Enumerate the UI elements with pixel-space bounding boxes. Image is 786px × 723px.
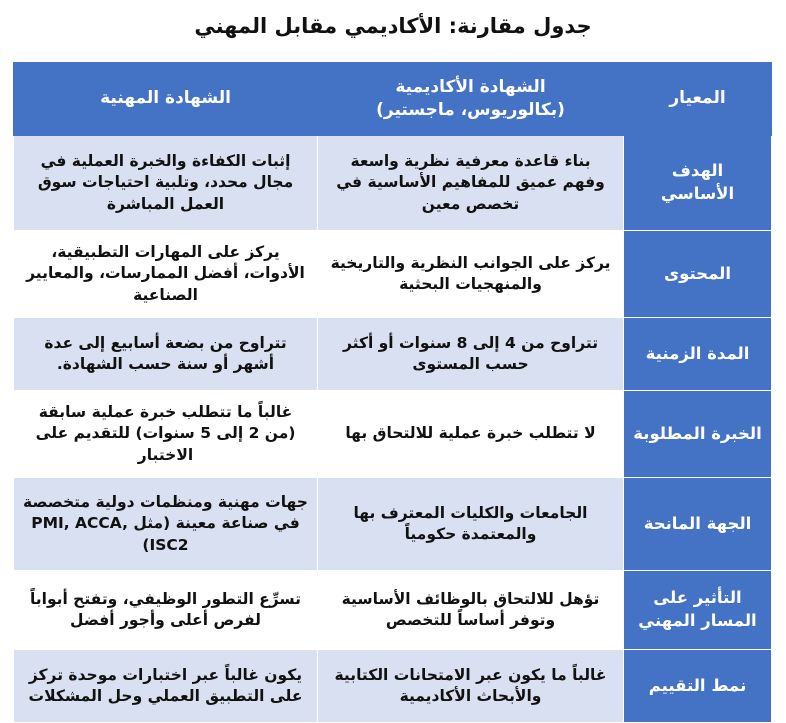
table-header [14,63,772,136]
table-row [14,478,772,571]
row-criterion-label: الخبرة المطلوبة [624,391,772,478]
row-academic-cell: يركز على الجوانب النظرية والتاريخية والمنهجيات البحثية [318,231,624,318]
row-professional-cell: تتراوح من بضعة أسابيع إلى عدة أشهر أو سنة حسب الشهادة. [14,318,318,391]
row-professional-cell: جهات مهنية ومنظمات دولية متخصصة في صناعة معينة (مثل PMI, ACCA, ISC2) [14,478,318,571]
table-row [14,231,772,318]
row-academic-cell: لا تتطلب خبرة عملية للالتحاق بها [318,391,624,478]
table-row [14,391,772,478]
row-academic-cell: تتراوح من 4 إلى 8 سنوات أو أكثر حسب المستوى [318,318,624,391]
column-header-academic [318,63,624,136]
row-academic-cell: غالباً ما يكون عبر الامتحانات الكتابية والأبحاث الأكاديمية [318,650,624,723]
table-row [14,571,772,650]
comparison-table-wrapper [14,62,772,723]
column-header-professional: الشهادة المهنية [14,63,318,136]
row-criterion-label: المحتوى [624,231,772,318]
table-row [14,318,772,391]
table-body [14,136,772,723]
table-header-row [14,63,772,136]
table-row [14,136,772,231]
row-criterion-label: الجهة المانحة [624,478,772,571]
row-professional-cell: يركز على المهارات التطبيقية، الأدوات، أفضل الممارسات، والمعايير الصناعية [14,231,318,318]
row-academic-cell: الجامعات والكليات المعترف بها والمعتمدة حكومياً [318,478,624,571]
row-professional-cell: إثبات الكفاءة والخبرة العملية في مجال محدد، وتلبية احتياجات سوق العمل المباشرة [14,136,318,231]
page-title: جدول مقارنة: الأكاديمي مقابل المهني [194,14,592,38]
row-criterion-label: نمط التقييم [624,650,772,723]
row-criterion-label: المدة الزمنية [624,318,772,391]
row-academic-cell: تؤهل للالتحاق بالوظائف الأساسية وتوفر أساساً للتخصص [318,571,624,650]
row-professional-cell: يكون غالباً عبر اختبارات موحدة تركز على التطبيق العملي وحل المشكلات [14,650,318,723]
row-academic-cell: بناء قاعدة معرفية نظرية واسعة وفهم عميق للمفاهيم الأساسية في تخصص معين [318,136,624,231]
comparison-table [13,62,772,723]
row-professional-cell: غالباً ما تتطلب خبرة عملية سابقة (من 2 إلى 5 سنوات) للتقديم على الاختبار [14,391,318,478]
column-header-academic-line1: الشهادة الأكاديمية [395,76,546,97]
row-criterion-label: الهدف الأساسي [624,136,772,231]
row-professional-cell: تسرِّع التطور الوظيفي، وتفتح أبواباً لفرص أعلى وأجور أفضل [14,571,318,650]
row-criterion-label: التأثير على المسار المهني [624,571,772,650]
table-row [14,650,772,723]
column-header-criterion: المعيار [624,63,772,136]
column-header-academic-line2: (بكالوريوس، ماجستير) [376,100,565,120]
